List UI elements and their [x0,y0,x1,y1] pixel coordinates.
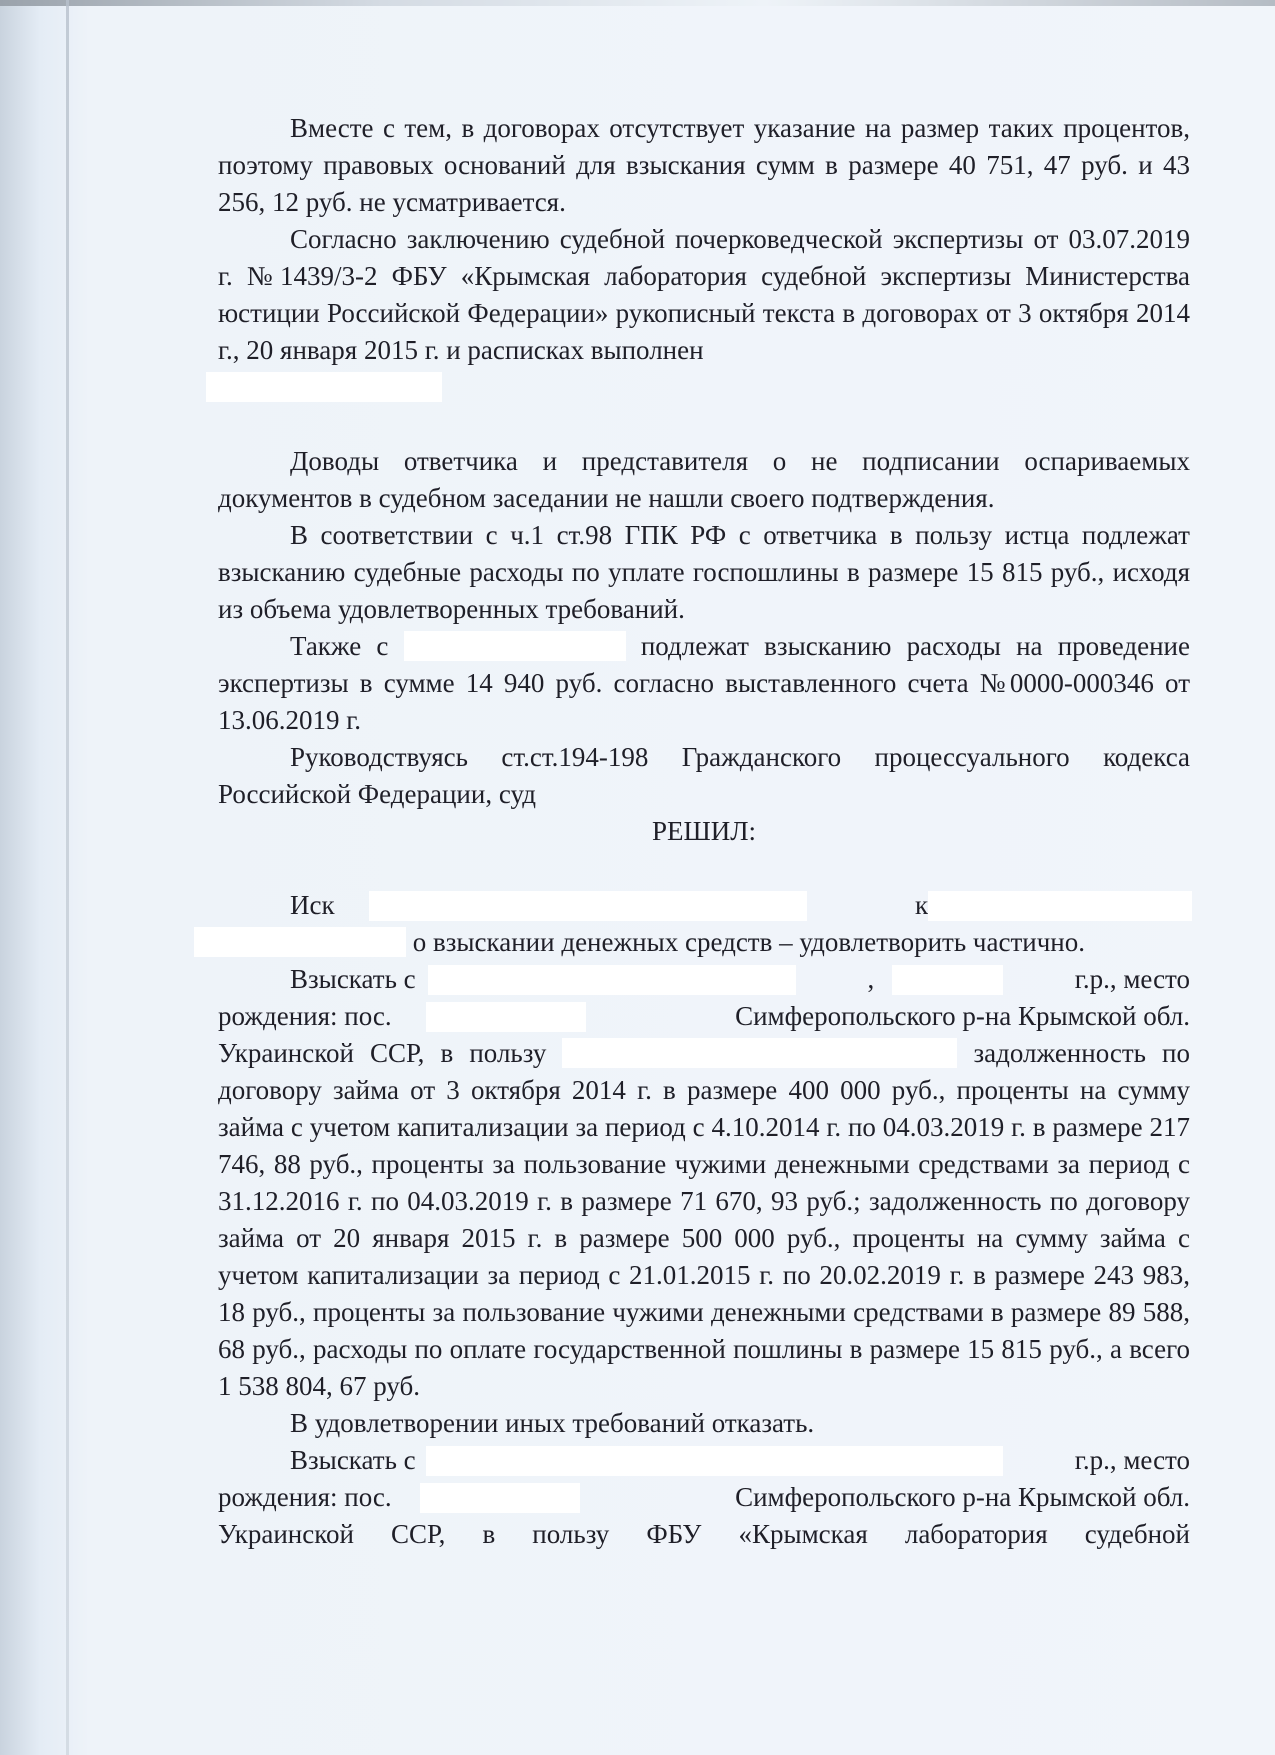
redacted-line [218,369,1190,406]
p8-region-text: Симферопольского р-на Крымской обл. [735,1001,1190,1031]
redaction-block [426,1002,586,1032]
p7-start-text: Иск [290,890,335,920]
p8-comma: , [867,964,875,994]
paragraph-collect-2-birth [218,1479,1190,1516]
paragraph-expertise [218,221,1190,369]
p10-start-text: Взыскать с [290,1445,416,1475]
redaction-block [194,927,406,957]
paragraph-court-costs: В соответствии с ч.1 ст.98 ГПК РФ с ответчика в пользу истца подлежат взысканию судебные расходы по уплате госпошлины в размере 15 815 руб., исходя из объема удовлетворенных требований. [218,520,1190,624]
p8-start-text: Взыскать с [290,964,416,994]
p7-end-text: о взыскании денежных средств – удовлетворить частично. [412,927,1085,957]
blank-spacer [218,850,1190,887]
redaction-block [562,1038,957,1068]
blank-spacer [218,406,1190,443]
paragraph-collect-1-birth [218,998,1190,1035]
paragraph-deny: В удовлетворении иных требований отказать. [290,1408,815,1438]
paragraph-collect-2-tail [218,1516,1190,1553]
p8-gr-text: г.р., место [1074,964,1190,994]
redaction-block [206,372,442,402]
p10-gr-text: г.р., место [1074,1445,1190,1475]
redaction-block [892,965,1003,995]
page-fold-shadow [66,0,69,1755]
p8-birth-text: рождения: пос. [218,1001,392,1031]
p10-region-text: Симферопольского р-на Крымской обл. [735,1482,1190,1512]
redaction-block [369,891,807,921]
scan-top-edge [0,0,1275,6]
paragraph-interest: Вместе с тем, в договорах отсутствует указание на размер таких процентов, поэтому правовых оснований для взыскания сумм в размере 40 751, 47 руб. и 43 256, 12 руб. не усматривается. [218,113,1190,217]
paragraph-guided-by: Руководствуясь ст.ст.194-198 Гражданского процессуального кодекса Российской Федерации, суд [218,742,1190,809]
paragraph-expertise-costs [218,628,1190,739]
redaction-block [420,1483,580,1513]
decision-heading: РЕШИЛ: [651,816,757,846]
redaction-block [404,631,626,661]
paragraph-claim [218,887,1190,924]
document-body [218,110,1190,1553]
paragraph-arguments: Доводы ответчика и представителя о не подписании оспариваемых документов в судебном заседании не нашли своего подтверждения. [218,446,1190,513]
p8-body-text: задолженность по договору займа от 3 октября 2014 г. в размере 400 000 руб., проценты на сумму займа с учетом капитализации за период с 4.10.2014 г. по 04.03.2019 г. в размере 217 746, 88 руб., проценты за пользование чужими денежными средствами за период с 31.12.2016 г. по 04.03.2019 г. в размере 71 670, 93 руб.; задолженность по договору займа от 20 января 2015 г. в размере 500 000 руб., проценты на сумму займа с учетом капитализации за период с 21.01.2015 г. по 20.02.2019 г. в размере 243 983, 18 руб., проценты за пользование чужими денежными средствами в размере 89 588, 68 руб., расходы по оплате государственной пошлины в размере 15 815 руб., а всего 1 538 804, 67 руб. [218,1038,1191,1401]
redaction-block [928,891,1192,921]
redaction-block [426,1446,1003,1476]
p8-ussr-text: Украинской ССР, в пользу [218,1038,547,1068]
p5-start-text: Также с [290,631,389,661]
p10-birth-text: рождения: пос. [218,1482,392,1512]
paragraph-collect-1 [218,961,1190,998]
p7-k-text: к [915,890,929,920]
paragraph-claim-end [194,924,1190,961]
redaction-block [428,965,796,995]
paragraph-collect-1-body [218,1035,1190,1405]
p5-end-text: подлежат взысканию расходы на проведение экспертизы в сумме 14 940 руб. согласно выставленного счета №0000-000346 от 13.06.2019 г. [218,631,1190,735]
p10-tail-text: Украинской ССР, в пользу ФБУ «Крымская лаборатория судебной [218,1519,1190,1549]
paragraph-collect-2 [218,1442,1190,1479]
paragraph-expertise-text: Согласно заключению судебной почерковедческой экспертизы от 03.07.2019 г. №1439/3-2 ФБУ «Крымская лаборатория судебной экспертизы Министерства юстиции Российской Федерации» рукописный текста в договорах от 3 октября 2014 г., 20 января 2015 г. и расписках выполнен [218,224,1190,365]
